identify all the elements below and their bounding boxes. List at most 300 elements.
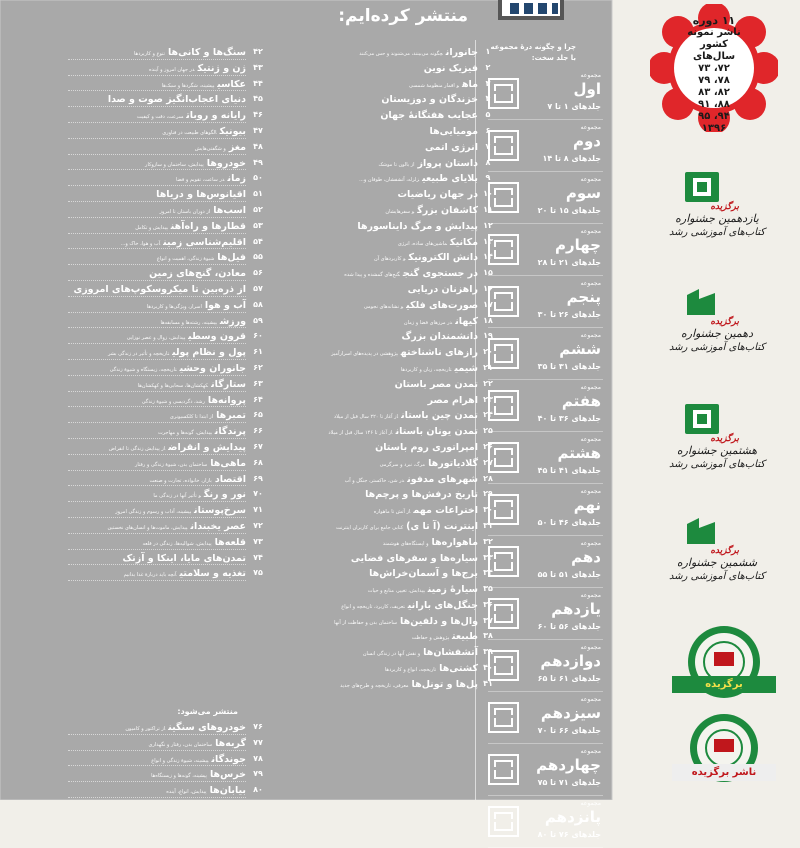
title-row (68, 766, 263, 782)
title-name: گلادیاتورها (428, 457, 478, 469)
title-number: ۴۷ (253, 125, 263, 135)
series-range: جلدهای ۴۱ تا ۴۵ (537, 466, 601, 475)
title-name: قرون وسطی (188, 331, 246, 343)
award-line1: یازدهمین جشنواره (675, 212, 759, 225)
title-description: پیدایش و تکامل (135, 224, 168, 231)
title-name: سنگ‌ها و کانی‌ها (167, 47, 246, 58)
title-row (257, 502, 493, 518)
title-row (68, 76, 263, 92)
title-description: تاریخچه، انواع و کاربردها (384, 667, 437, 674)
chera-chegoone-logo-icon (488, 806, 519, 837)
title-name: تمدن مصر باستان (394, 378, 478, 390)
title-row (257, 439, 493, 455)
title-number: ۴۹ (253, 157, 263, 167)
flower-year: ۱۳۹۶ (701, 123, 727, 134)
series-range: جلدهای ۳۶ تا ۴۰ (537, 414, 601, 423)
title-name: شهرهای مدفون (407, 473, 478, 485)
title-name: مغز (228, 141, 246, 153)
title-name: سیاره‌ها و سفرهای فضایی (350, 552, 478, 564)
title-number: ۱۲ (483, 220, 493, 230)
title-name: عجایب هفتگانهٔ جهان (380, 110, 478, 122)
title-description: و سفرهایشان (385, 208, 415, 215)
flower-year: ۷۲، ۷۳ (698, 63, 730, 74)
title-number: ۳۶ (483, 599, 493, 609)
series-volume (488, 172, 603, 224)
title-name: سیارهٔ زمین (427, 584, 478, 596)
title-row (68, 170, 263, 186)
title-number: ۶ (485, 125, 491, 135)
title-row (257, 123, 491, 139)
title-description: از بالون تا موشک (378, 161, 415, 168)
title-description: در ساعت، تقویم و فضا (175, 177, 225, 184)
title-name: داستان پرواز (417, 157, 478, 169)
title-number: ۴ (485, 94, 491, 104)
title-row (257, 644, 493, 660)
series-range: جلدهای ۶۶ تا ۷۰ (537, 726, 601, 735)
title-row (257, 392, 493, 408)
title-row (68, 107, 263, 123)
publisher-logo-box (498, 0, 564, 20)
title-number: ۲۴ (483, 410, 493, 420)
title-row (257, 518, 493, 534)
chera-chegoone-logo-icon (488, 546, 519, 577)
title-name: ژن و ژنتیک (197, 62, 246, 74)
title-number: ۶۳ (253, 378, 263, 388)
chera-chegoone-logo-icon (488, 390, 519, 421)
title-row (68, 218, 263, 234)
page-title: منتشر کرده‌ایم: (338, 6, 468, 26)
title-number: ۳۲ (483, 536, 493, 546)
title-number: ۵۱ (253, 189, 263, 199)
chera-chegoone-logo-icon (488, 494, 519, 525)
title-name: اقیانوس‌ها و دریاها (156, 189, 246, 201)
title-name: گربه‌ها (215, 737, 246, 749)
title-description: کهکشان‌ها، سحابی‌ها و کهکشان‌ها (137, 382, 209, 389)
logo-bar (524, 3, 533, 14)
title-row (68, 186, 263, 202)
series-intro-line2: با جلد سخت: (531, 54, 576, 62)
title-row (257, 597, 493, 613)
series-volume (488, 120, 603, 172)
series-volume (488, 328, 603, 380)
title-row (257, 202, 493, 218)
series-kind: مجموعه (580, 228, 601, 235)
title-number: ۷۰ (253, 489, 263, 499)
title-description: آنچه باید دربارهٔ غذا بدانیم (123, 572, 177, 579)
title-number: ۵۹ (253, 315, 263, 325)
series-volume (488, 588, 603, 640)
title-name: شیمی (454, 362, 478, 374)
title-description: کتابی جامع برای کاربران اینترنت (336, 524, 404, 531)
title-name: پول و نظام پولی (172, 347, 246, 359)
flower-year: ۸۲، ۸۳ (698, 87, 730, 98)
title-number: ۳۰ (483, 505, 493, 515)
award-line1: ششمین جشنواره (676, 556, 758, 569)
title-number: ۳۸ (483, 631, 493, 641)
title-name: اختراعات مهم (413, 505, 478, 517)
title-number: ۶۰ (253, 331, 263, 341)
title-number: ۷۴ (253, 552, 263, 562)
title-name: خودروهای سنگین (168, 722, 246, 733)
series-range: جلدهای ۱۵ تا ۲۰ (537, 206, 601, 215)
seal-ribbon: ناشر برگزیده (672, 764, 776, 781)
award-line1: هشتمین جشنواره (676, 444, 758, 457)
series-kind: مجموعه (580, 488, 601, 495)
title-row (68, 471, 263, 487)
title-number: ۷۱ (253, 505, 263, 515)
series-kind: مجموعه (580, 72, 601, 79)
title-row (68, 565, 263, 581)
title-row (257, 234, 493, 250)
title-name: مومیایی‌ها (429, 125, 478, 137)
title-row (68, 502, 263, 518)
flower-line3: کشور (699, 39, 729, 50)
series-range: جلدهای ۲۱ تا ۲۸ (537, 258, 601, 267)
title-row (257, 534, 493, 550)
title-number: ۸۰ (253, 785, 263, 795)
title-name: پیدایش و انقراض (168, 441, 246, 453)
series-name: دوازدهم (540, 652, 601, 670)
title-name: پروانه‌ها (207, 394, 246, 406)
series-name: پنجم (566, 288, 601, 306)
title-number: ۲۲ (483, 378, 493, 388)
title-description: از آغاز تا ۲۲۰ سال قبل از میلاد (333, 414, 399, 421)
series-list (488, 68, 603, 848)
title-name: کشتی‌ها (439, 663, 478, 675)
title-description: ماشین‌های ساده، انرژی (397, 240, 448, 247)
title-row (68, 91, 263, 107)
series-volume (488, 224, 603, 276)
title-number: ۲۶ (483, 441, 493, 451)
seal-badge (670, 624, 778, 702)
series-volume (488, 744, 603, 796)
title-number: ۲۰ (483, 347, 493, 357)
title-description: از آتش تا ماهواره (373, 509, 411, 516)
title-name: عصر یخبندان (190, 520, 246, 532)
title-row (257, 249, 493, 265)
chera-chegoone-logo-icon (488, 650, 519, 681)
title-number: ۳۴ (483, 568, 493, 578)
title-row (68, 518, 263, 534)
title-row (68, 234, 263, 250)
title-description: و نقش آنها در زندگی انسان (362, 651, 421, 658)
title-name: قلعه‌ها (214, 536, 246, 548)
title-description: پژوهشی در پدیده‌های اسرارآمیز (331, 351, 398, 358)
series-name: پانزدهم (544, 808, 601, 826)
series-volume (488, 796, 603, 848)
title-number: ۵۰ (253, 173, 263, 183)
title-row (257, 313, 493, 329)
title-row (68, 534, 263, 550)
series-range: جلدهای ۵۶ تا ۶۰ (537, 622, 601, 631)
title-number: ۱۵ (483, 268, 493, 278)
title-row (68, 550, 263, 566)
award-badge (655, 516, 785, 601)
title-name: ماهی‌ها (210, 457, 246, 469)
series-kind: مجموعه (580, 436, 601, 443)
chera-chegoone-logo-icon (488, 754, 519, 785)
titles-list-upcoming (68, 719, 263, 798)
festival-emblem-icon (685, 172, 719, 202)
title-description: ساختمان بدن، رفتار و نگهداری (148, 741, 213, 748)
title-description: تعریف، کاربرد، تاریخچه و انواع (341, 603, 405, 610)
title-description: در جهان امروز و آینده (148, 66, 195, 73)
series-range: جلدهای ۳۱ تا ۳۵ (537, 362, 601, 371)
title-row (257, 76, 491, 92)
title-description: سرعت، دقت و کیفیت (136, 114, 184, 121)
chera-chegoone-logo-icon (488, 234, 519, 265)
title-name: جوندگان (211, 753, 246, 765)
title-description: رشد، دگردیسی و شیوهٔ زندگی (141, 398, 205, 405)
chera-chegoone-logo-icon (488, 130, 519, 161)
series-kind: مجموعه (580, 644, 601, 651)
title-description: پیدایش، زوال و عصر نوزایی (126, 335, 186, 342)
title-description: پیشینه، رشته‌ها و مسابقه‌ها (160, 319, 217, 326)
series-range: جلدهای ۸ تا ۱۴ (542, 154, 601, 163)
title-number: ۴۴ (253, 78, 263, 88)
title-row (257, 297, 493, 313)
title-name: پرندگان (214, 426, 246, 438)
title-row (68, 719, 263, 735)
series-kind: مجموعه (580, 592, 601, 599)
title-number: ۲۵ (483, 426, 493, 436)
title-number: ۴۲ (253, 47, 263, 56)
title-name: راهزنان دریایی (407, 283, 478, 295)
title-number: ۴۳ (253, 62, 263, 72)
title-number: ۹ (485, 173, 491, 183)
title-number: ۴۶ (253, 110, 263, 120)
title-number: ۵۲ (253, 204, 263, 214)
title-description: مرگ، نبرد و سرگرمی (379, 461, 426, 468)
title-description: از دوران باستان تا امروز (159, 208, 211, 215)
title-description: و اقمار منظومهٔ شمسی (409, 82, 459, 89)
title-row (257, 344, 493, 360)
title-description: تاریخچه، زیستگاه و شیوهٔ زندگی (109, 366, 177, 373)
flower-line2: ناشر نمونه (687, 27, 741, 38)
title-row (257, 265, 493, 281)
title-number: ۱۶ (483, 283, 493, 293)
title-name: وال‌ها و دلفین‌ها (400, 615, 478, 627)
title-description: از ابتدا تا کلکسیونری (169, 414, 214, 421)
title-number: ۵۳ (253, 220, 263, 230)
title-number: ۷۲ (253, 520, 263, 530)
title-description: اسرار، ویژگی‌ها و کاربردها (146, 303, 202, 310)
title-number: ۶۵ (253, 410, 263, 420)
title-name: رایانه و روبات (186, 110, 246, 122)
series-kind: مجموعه (580, 696, 601, 703)
title-row (68, 735, 263, 751)
title-row (68, 486, 263, 502)
flower-years-label: سال‌های (692, 51, 736, 62)
title-description: در مرزهای فضا و زمان (403, 319, 453, 326)
title-row (257, 423, 493, 439)
title-description: و تأثیر آنها در زندگی ما (153, 493, 201, 500)
series-name: ششم (559, 340, 601, 358)
series-name: هفتم (561, 392, 601, 410)
titles-list-middle (257, 44, 493, 692)
title-number: ۵۶ (253, 268, 263, 278)
title-name: ستارگان (211, 378, 246, 390)
title-name: تغذیه و سلامتی (179, 568, 246, 580)
title-number: ۵ (485, 110, 491, 120)
title-description: پیدایش، ماموت‌ها و انسان‌های نخستین (107, 524, 188, 531)
flower-badge-text (660, 14, 768, 135)
title-number: ۳ (485, 78, 491, 88)
title-number: ۵۵ (253, 252, 263, 262)
title-description: و شگفتی‌هایش (194, 145, 226, 152)
title-description: و نشانه‌های نجومی (363, 303, 404, 310)
title-row (257, 550, 493, 566)
title-row (257, 486, 493, 502)
series-range: جلدهای ۲۶ تا ۳۰ (537, 310, 601, 319)
title-name: آب و هوا (204, 299, 246, 311)
title-description: زلزله، آتشفشان، طوفان و... (359, 177, 420, 184)
festival-emblem-icon (685, 404, 719, 434)
title-number: ۴۰ (483, 663, 493, 673)
title-number: ۴۱ (483, 678, 493, 688)
series-volume (488, 484, 603, 536)
title-name: معادن، گنج‌های زمین (149, 268, 246, 280)
title-name: مکانیک (450, 236, 478, 248)
series-volume (488, 276, 603, 328)
series-volume (488, 536, 603, 588)
title-number: ۳۷ (483, 615, 493, 625)
title-row (68, 328, 263, 344)
title-description: بازار، خانواده، تجارت و صنعت (149, 477, 212, 484)
title-row (257, 155, 491, 171)
titles-list-left (68, 44, 263, 581)
title-row (257, 107, 491, 123)
title-name: زمان (227, 173, 246, 185)
title-name: جانوران (445, 47, 478, 58)
series-name: هشتم (557, 444, 601, 462)
title-number: ۴۸ (253, 141, 263, 151)
series-range: جلدهای ۴۶ تا ۵۰ (537, 518, 601, 527)
series-kind: مجموعه (580, 176, 601, 183)
title-number: ۲۱ (483, 362, 493, 372)
title-number: ۲۳ (483, 394, 493, 404)
title-name: اهرام مصر (427, 394, 478, 406)
title-row (68, 60, 263, 76)
title-row (68, 455, 263, 471)
title-number: ۵۸ (253, 299, 263, 309)
series-kind: مجموعه (580, 540, 601, 547)
title-name: پیدایش و مرگ دایناسورها (357, 220, 478, 232)
title-row (68, 155, 263, 171)
title-name: در جهان ریاضیات (397, 189, 478, 201)
chera-chegoone-logo-icon (488, 442, 519, 473)
title-description: آب و هوا، خاک و... (120, 240, 161, 247)
series-name: یازدهم (551, 600, 601, 618)
title-name: عکاسی (217, 78, 246, 90)
title-name: فیزیک نوین (423, 62, 478, 74)
title-number: ۸ (485, 157, 491, 167)
title-name: طبیعت (452, 631, 478, 643)
title-number: ۶۷ (253, 441, 263, 451)
series-intro-line1: چرا و چگونه درهٔ مجموعه (490, 43, 576, 51)
title-description: تاریخچه و تأثیر در زندگی بشر (107, 351, 170, 358)
title-number: ۱۰ (483, 189, 493, 199)
series-name: دهم (571, 548, 601, 566)
title-name: ماه (461, 78, 478, 90)
title-row (257, 376, 493, 392)
title-row (257, 281, 493, 297)
title-description: از پیدایش زندگی تا انقراض (108, 445, 166, 452)
title-row (68, 407, 263, 423)
award-chosen: برگزیده (710, 317, 739, 327)
flower-line1: ۱۱ دوره (692, 14, 736, 27)
title-description: از تراکتور و کامیون (125, 726, 166, 732)
title-number: ۱۳ (483, 236, 493, 246)
title-row (68, 344, 263, 360)
title-name: از ذره‌بین تا میکروسکوپ‌های امروزی (73, 283, 246, 295)
series-intro (486, 42, 576, 64)
title-row (68, 202, 263, 218)
title-name: اقلیم‌شناسی زمین (163, 236, 246, 248)
title-name: تاریخ درفش‌ها و پرچم‌ها (365, 489, 478, 501)
logo-bar (538, 3, 547, 14)
flower-year: ۷۸، ۷۹ (698, 75, 730, 86)
logo-bar (552, 3, 558, 14)
award-badge (655, 172, 785, 257)
award-chosen: برگزیده (710, 434, 739, 444)
title-number: ۳۱ (483, 520, 493, 530)
title-number: ۳۹ (483, 647, 493, 657)
title-description: پیشینه، گونه‌ها و زیستگاه‌ها (151, 773, 207, 780)
title-row (257, 186, 493, 202)
title-number: ۱۴ (483, 252, 493, 262)
award-line2: کتاب‌های آموزشی رشد (668, 342, 766, 353)
title-description: و ایستگاه‌های هوشمند (382, 540, 429, 547)
title-name: اقتصاد (214, 473, 246, 485)
title-row (257, 628, 493, 644)
title-number: ۳۵ (483, 584, 493, 594)
title-name: بلایای طبیعی (422, 173, 478, 185)
title-number: ۶۴ (253, 394, 263, 404)
title-description: پیشینه، شگردها و سبک‌ها (161, 82, 215, 89)
series-volume (488, 380, 603, 432)
title-description: و کاربردهای آن (373, 256, 406, 263)
chera-chegoone-logo-icon (488, 78, 519, 109)
chera-chegoone-logo-icon (488, 598, 519, 629)
title-row (257, 676, 493, 692)
title-row (68, 751, 263, 767)
title-number: ۱ (485, 47, 491, 56)
title-number: ۷۵ (253, 568, 263, 578)
series-kind: مجموعه (580, 124, 601, 131)
title-number: ۵۴ (253, 236, 263, 246)
title-name: تمدن یونان باستان (395, 426, 478, 438)
title-number: ۱۷ (483, 299, 493, 309)
title-name: خرس‌ها (209, 769, 246, 781)
series-name: چهارم (555, 236, 601, 254)
festival-emblem-icon (685, 287, 719, 317)
title-row (68, 782, 263, 798)
title-name: صورت‌های فلکی (406, 299, 478, 311)
series-name: اول (573, 80, 601, 98)
title-name: خزندگان و دوزیستان (381, 94, 478, 106)
title-description: گنج‌های گمشده و پیدا شده (344, 272, 400, 279)
title-row (257, 170, 491, 186)
title-number: ۷۹ (253, 769, 263, 779)
title-number: ۷ (485, 141, 491, 151)
series-range: جلدهای ۱ تا ۷ (547, 102, 601, 111)
series-kind: مجموعه (580, 332, 601, 339)
title-name: در جستجوی گنج (402, 268, 478, 280)
series-name: چهاردهم (536, 756, 601, 774)
chera-chegoone-logo-icon (488, 702, 519, 733)
title-description: ساختمان بدن و حفاظت از آنها (334, 619, 398, 626)
